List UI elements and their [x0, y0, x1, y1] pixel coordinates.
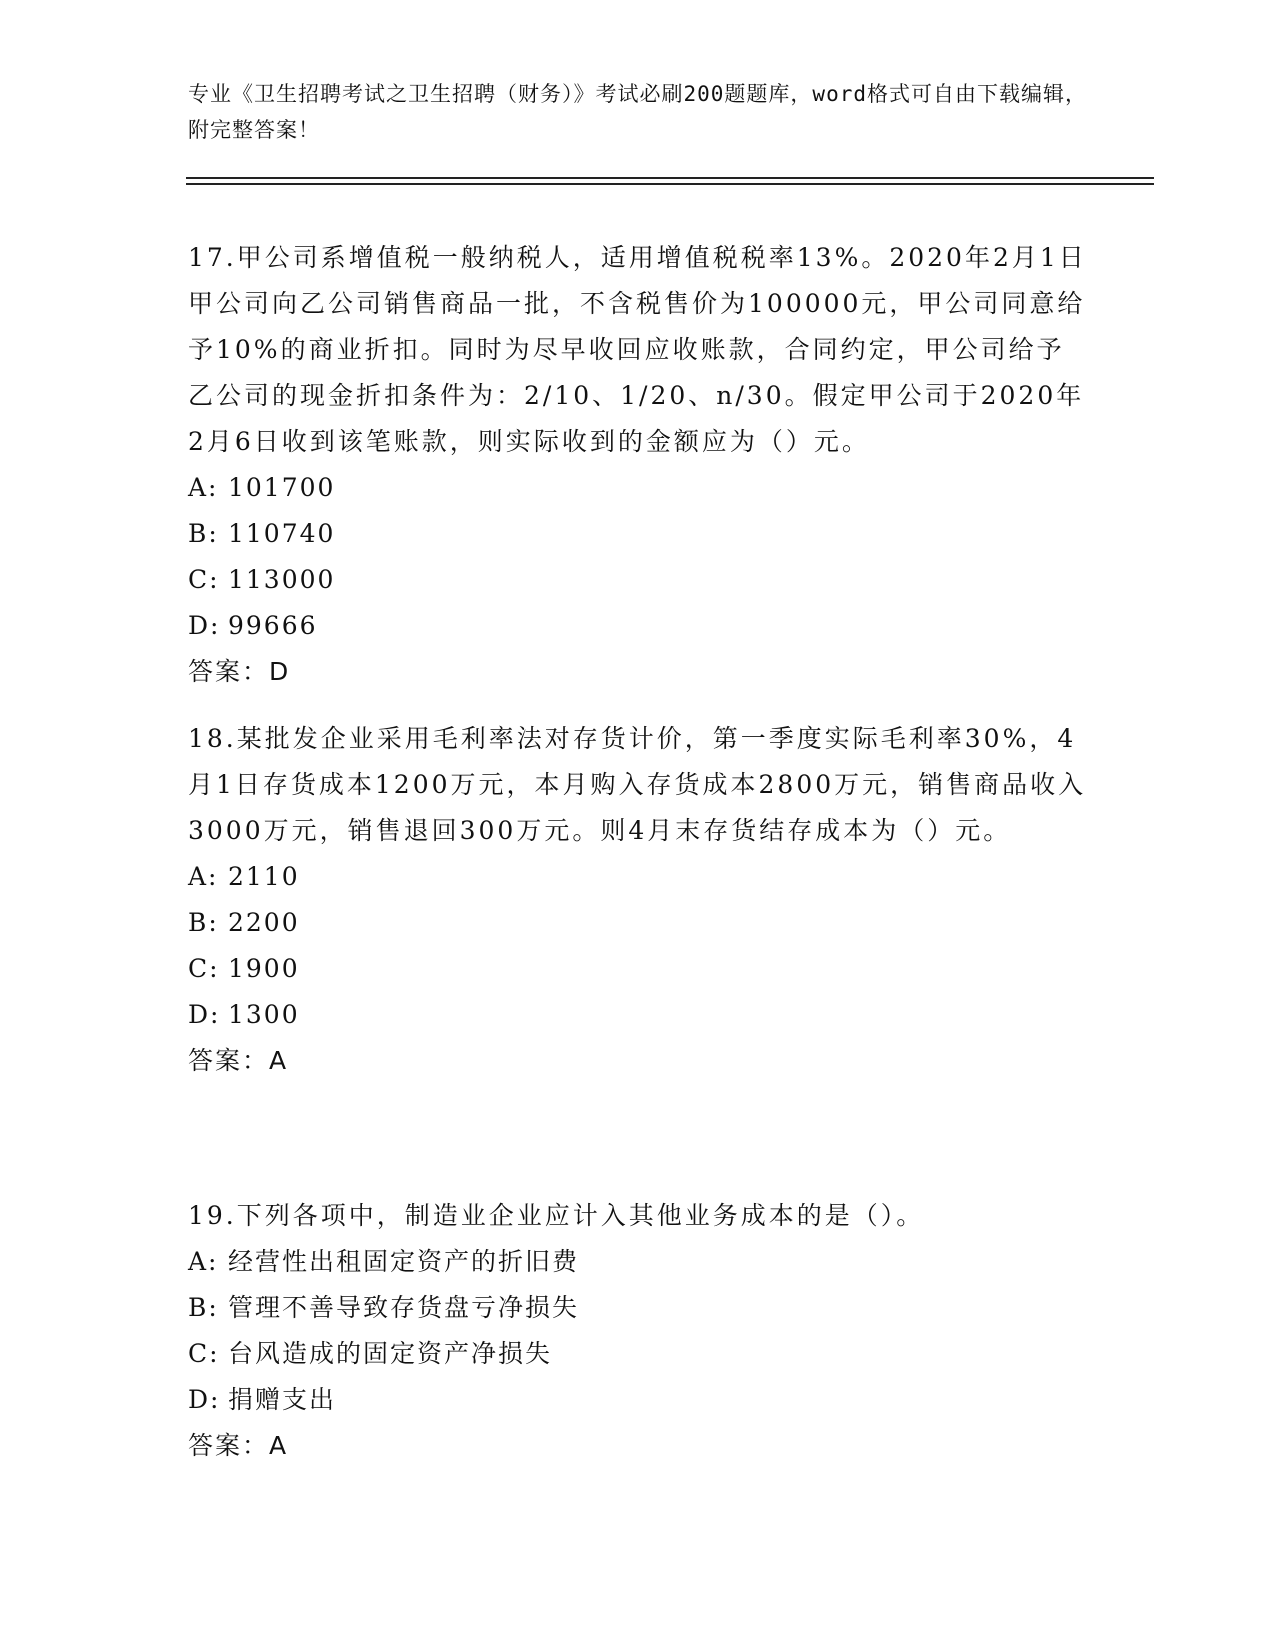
option-letter: B:	[188, 519, 219, 548]
option-letter: D:	[188, 1000, 221, 1029]
option-text: 110740	[228, 519, 336, 548]
option-letter: A:	[188, 862, 219, 891]
header-divider-top	[186, 177, 1154, 179]
question-18	[188, 716, 1088, 1084]
option-d	[188, 603, 1088, 649]
option-text: 101700	[228, 473, 336, 502]
option-letter: B:	[188, 908, 219, 937]
option-d	[188, 992, 1088, 1038]
question-19	[188, 1193, 1088, 1469]
option-letter: A:	[188, 1247, 219, 1276]
option-b	[188, 1285, 1088, 1331]
option-letter: C:	[188, 1339, 220, 1368]
option-text: 1900	[228, 954, 300, 983]
question-stem: 18.某批发企业采用毛利率法对存货计价，第一季度实际毛利率30%，4月1日存货成本1200万元，本月购入存货成本2800万元，销售商品收入3000万元，销售退回300万元。则4月末存货结存成本为（）元。	[188, 724, 1087, 845]
option-b	[188, 511, 1088, 557]
answer-label: 答案：D	[188, 657, 291, 686]
option-text: 113000	[228, 565, 336, 594]
option-letter: D:	[188, 1385, 221, 1414]
question-17	[188, 235, 1088, 695]
question-stem: 17.甲公司系增值税一般纳税人，适用增值税税率13%。2020年2月1日甲公司向乙公司销售商品一批，不含税售价为100000元，甲公司同意给予10%的商业折扣。同时为尽早收回应收账款，合同约定，甲公司给予乙公司的现金折扣条件为：2/10、1/20、n/30。假定甲公司于2020年2月6日收到该笔账款，则实际收到的金额应为（）元。	[188, 243, 1087, 456]
option-text: 台风造成的固定资产净损失	[228, 1339, 553, 1368]
answer-label: 答案：A	[188, 1431, 289, 1460]
option-b	[188, 900, 1088, 946]
option-text: 经营性出租固定资产的折旧费	[228, 1247, 580, 1276]
option-text: 1300	[228, 1000, 300, 1029]
option-letter: B:	[188, 1293, 219, 1322]
document-header: 专业《卫生招聘考试之卫生招聘（财务）》考试必刷200题题库，word格式可自由下载编辑，附完整答案！	[188, 82, 1087, 142]
option-text: 2110	[228, 862, 300, 891]
option-text: 捐赠支出	[228, 1385, 337, 1414]
option-c	[188, 557, 1088, 603]
option-c	[188, 946, 1088, 992]
option-a	[188, 854, 1088, 900]
option-letter: C:	[188, 565, 220, 594]
option-letter: C:	[188, 954, 220, 983]
header-divider-bottom	[186, 183, 1154, 185]
option-text: 管理不善导致存货盘亏净损失	[228, 1293, 580, 1322]
answer-label: 答案：A	[188, 1046, 289, 1075]
option-letter: A:	[188, 473, 219, 502]
option-a	[188, 1239, 1088, 1285]
option-d	[188, 1377, 1088, 1423]
option-a	[188, 465, 1088, 511]
option-text: 99666	[228, 611, 318, 640]
option-c	[188, 1331, 1088, 1377]
option-text: 2200	[228, 908, 300, 937]
question-stem: 19.下列各项中，制造业企业应计入其他业务成本的是（）。	[188, 1201, 925, 1230]
option-letter: D:	[188, 611, 221, 640]
